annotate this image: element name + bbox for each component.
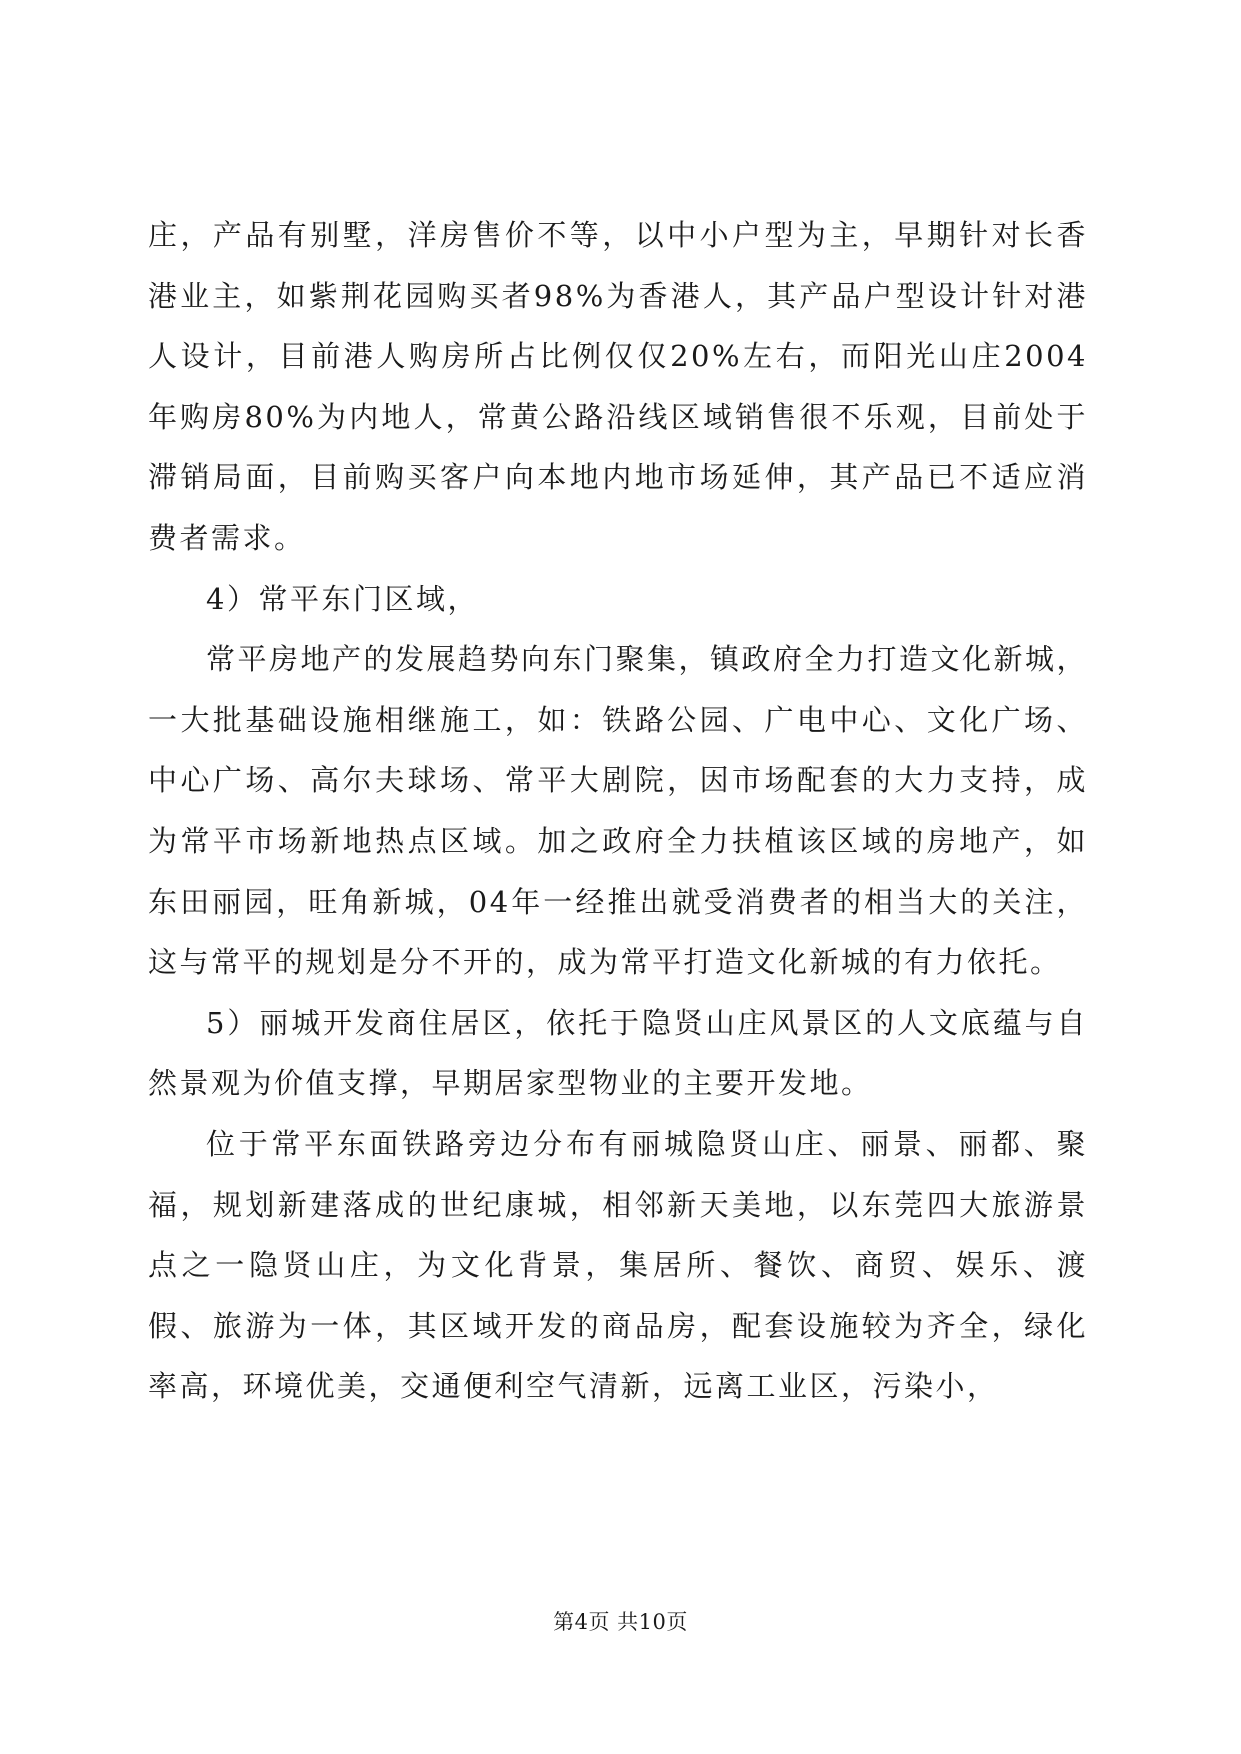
- paragraph-5: 位于常平东面铁路旁边分布有丽城隐贤山庄、丽景、丽都、聚福，规划新建落成的世纪康城，相邻新天美地，以东莞四大旅游景点之一隐贤山庄，为文化背景，集居所、餐饮、商贸、娱乐、渡假、旅游为一体，其区域开发的商品房，配套设施较为齐全，绿化率高，环境优美，交通便利空气清新，远离工业区，污染小，: [148, 1126, 1088, 1404]
- document-body: [148, 205, 1088, 1417]
- paragraph-1: 庄，产品有别墅，洋房售价不等，以中小户型为主，早期针对长香港业主，如紫荆花园购买者98%为香港人，其产品户型设计针对港人设计，目前港人购房所占比例仅仅20%左右，而阳光山庄2004年购房80%为内地人，常黄公路沿线区域销售很不乐观，目前处于滞销局面，目前购买客户向本地内地市场延伸，其产品已不适应消费者需求。: [148, 218, 1088, 555]
- page-footer: 第4页 共10页: [553, 1610, 688, 1634]
- paragraph-2: 4）常平东门区域，: [206, 581, 479, 616]
- paragraph-4: 5）丽城开发商住居区，依托于隐贤山庄风景区的人文底蕴与自然景观为价值支撑，早期居家型物业的主要开发地。: [148, 1005, 1088, 1101]
- paragraph-3: 常平房地产的发展趋势向东门聚集，镇政府全力打造文化新城，一大批基础设施相继施工，如：铁路公园、广电中心、文化广场、中心广场、高尔夫球场、常平大剧院，因市场配套的大力支持，成为常平市场新地热点区域。加之政府全力扶植该区域的房地产，如东田丽园，旺角新城，04年一经推出就受消费者的相当大的关注，这与常平的规划是分不开的，成为常平打造文化新城的有力依托。: [148, 642, 1089, 980]
